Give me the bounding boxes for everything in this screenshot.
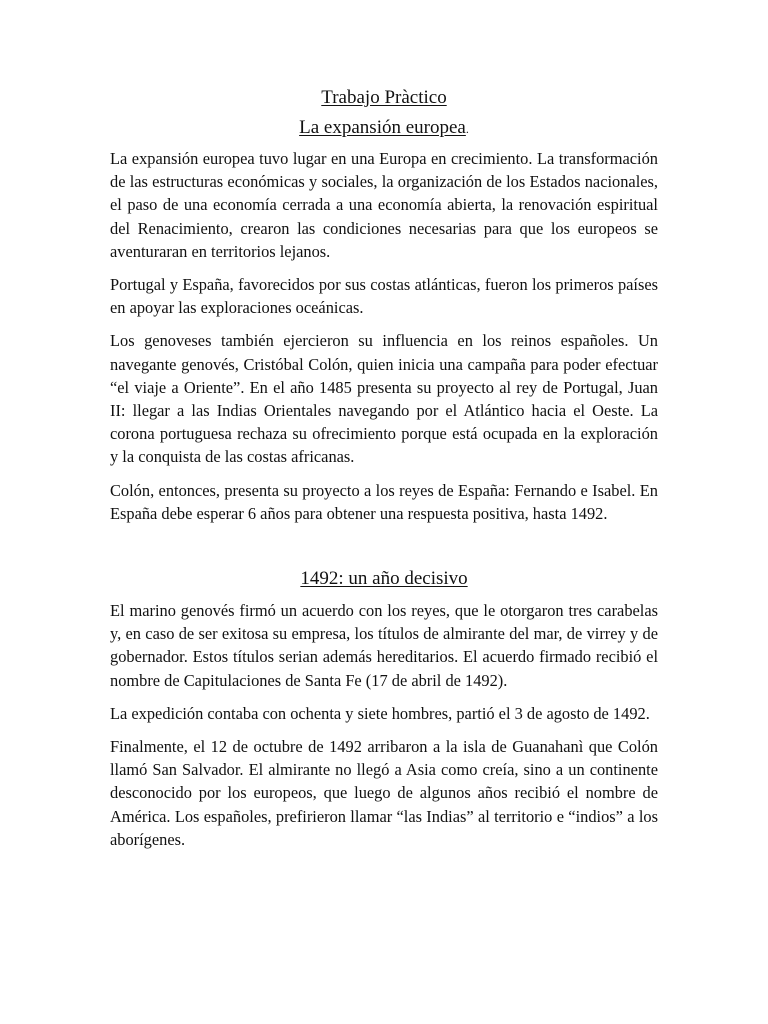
paragraph: El marino genovés firmó un acuerdo con los reyes, que le otorgaron tres carabelas y, en caso de ser exitosa su empresa, los títulos de almirante del mar, de virrey y de gobernador. Estos títulos serian además hereditarios. El acuerdo firmado recibió el nombre de Capitulaciones de Santa Fe (17 de abril de 1492). — [110, 601, 658, 690]
document-title — [110, 84, 658, 112]
paragraph: Colón, entonces, presenta su proyecto a los reyes de España: Fernando e Isabel. En España debe esperar 6 años para obtener una respuesta positiva, hasta 1492. — [110, 480, 658, 523]
paragraph: La expedición contaba con ochenta y siete hombres, partió el 3 de agosto de 1492. — [110, 703, 650, 723]
document-title-text: Trabajo Pràctico — [321, 87, 447, 108]
document-body — [110, 84, 658, 861]
paragraph: Los genoveses también ejercieron su influencia en los reinos españoles. Un navegante genovés, Cristóbal Colón, quien inicia una campaña para poder efectuar “el viaje a Oriente”. En el año 1485 presenta su proyecto al rey de Portugal, Juan II: llegar a las Indias Orientales navegando por el Atlántico hacia el Oeste. La corona portuguesa rechaza su ofrecimiento porque está ocupada en la exploración y la conquista de las costas africanas. — [110, 331, 658, 467]
paragraph: La expansión europea tuvo lugar en una Europa en crecimiento. La transformación de las estructuras económicas y sociales, la organización de los Estados nacionales, el paso de una economía cerrada a una economía abierta, la renovación espiritual del Renacimiento, crearon las condiciones necesarias para que los europeos se aventuraran en territorios lejanos. — [110, 149, 658, 261]
paragraph: Portugal y España, favorecidos por sus costas atlánticas, fueron los primeros países en apoyar las exploraciones oceánicas. — [110, 275, 658, 318]
document-subtitle — [110, 114, 658, 143]
paragraph: Finalmente, el 12 de octubre de 1492 arribaron a la isla de Guanahanì que Colón llamó San Salvador. El almirante no llegó a Asia como creía, sino a un continente desconocido por los europeos, que luego de algunos años recibió el nombre de América. Los españoles, prefirieron llamar “las Indias” al territorio e “indios” a los aborígenes. — [110, 737, 658, 849]
section-heading-text: 1492: un año decisivo — [300, 568, 468, 590]
document-subtitle-suffix: . — [465, 122, 469, 136]
section-heading — [110, 565, 658, 593]
document-subtitle-text: La expansión europea — [299, 117, 466, 138]
